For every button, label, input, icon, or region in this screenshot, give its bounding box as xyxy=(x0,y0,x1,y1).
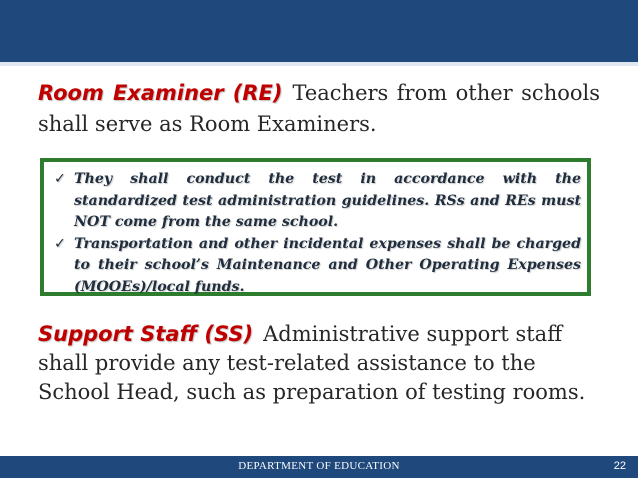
room-examiner-text: Teachers from other schools shall serve as Room Examiners. xyxy=(38,81,600,136)
header-divider xyxy=(0,62,638,66)
note-text: Transportation and other incidental expenses shall be charged to their school’s Maintenance and Other Operating Expenses (MOOEs)/local funds. xyxy=(74,235,581,295)
footer-department: DEPARTMENT OF EDUCATION xyxy=(238,460,400,472)
note-item xyxy=(50,234,581,299)
page-number: 22 xyxy=(613,460,626,472)
support-staff-heading: Support Staff (SS) xyxy=(38,322,254,346)
support-staff-paragraph xyxy=(38,320,594,407)
note-item xyxy=(50,169,581,234)
room-examiner-heading: Room Examiner (RE) xyxy=(38,81,283,105)
checkmark-icon: ✓ xyxy=(54,171,66,187)
note-text: They shall conduct the test in accordance with the standardized test administration guidelines. RSs and REs must NOT come from the same school. xyxy=(74,171,581,230)
footer-bar xyxy=(0,456,638,478)
room-examiner-paragraph xyxy=(38,78,600,140)
header-bar xyxy=(0,0,638,62)
guidelines-box xyxy=(40,158,591,296)
support-staff-text: Administrative support staff shall provide any test-related assistance to the School Head, such as preparation of testing rooms. xyxy=(38,322,586,404)
checkmark-icon: ✓ xyxy=(54,235,66,252)
